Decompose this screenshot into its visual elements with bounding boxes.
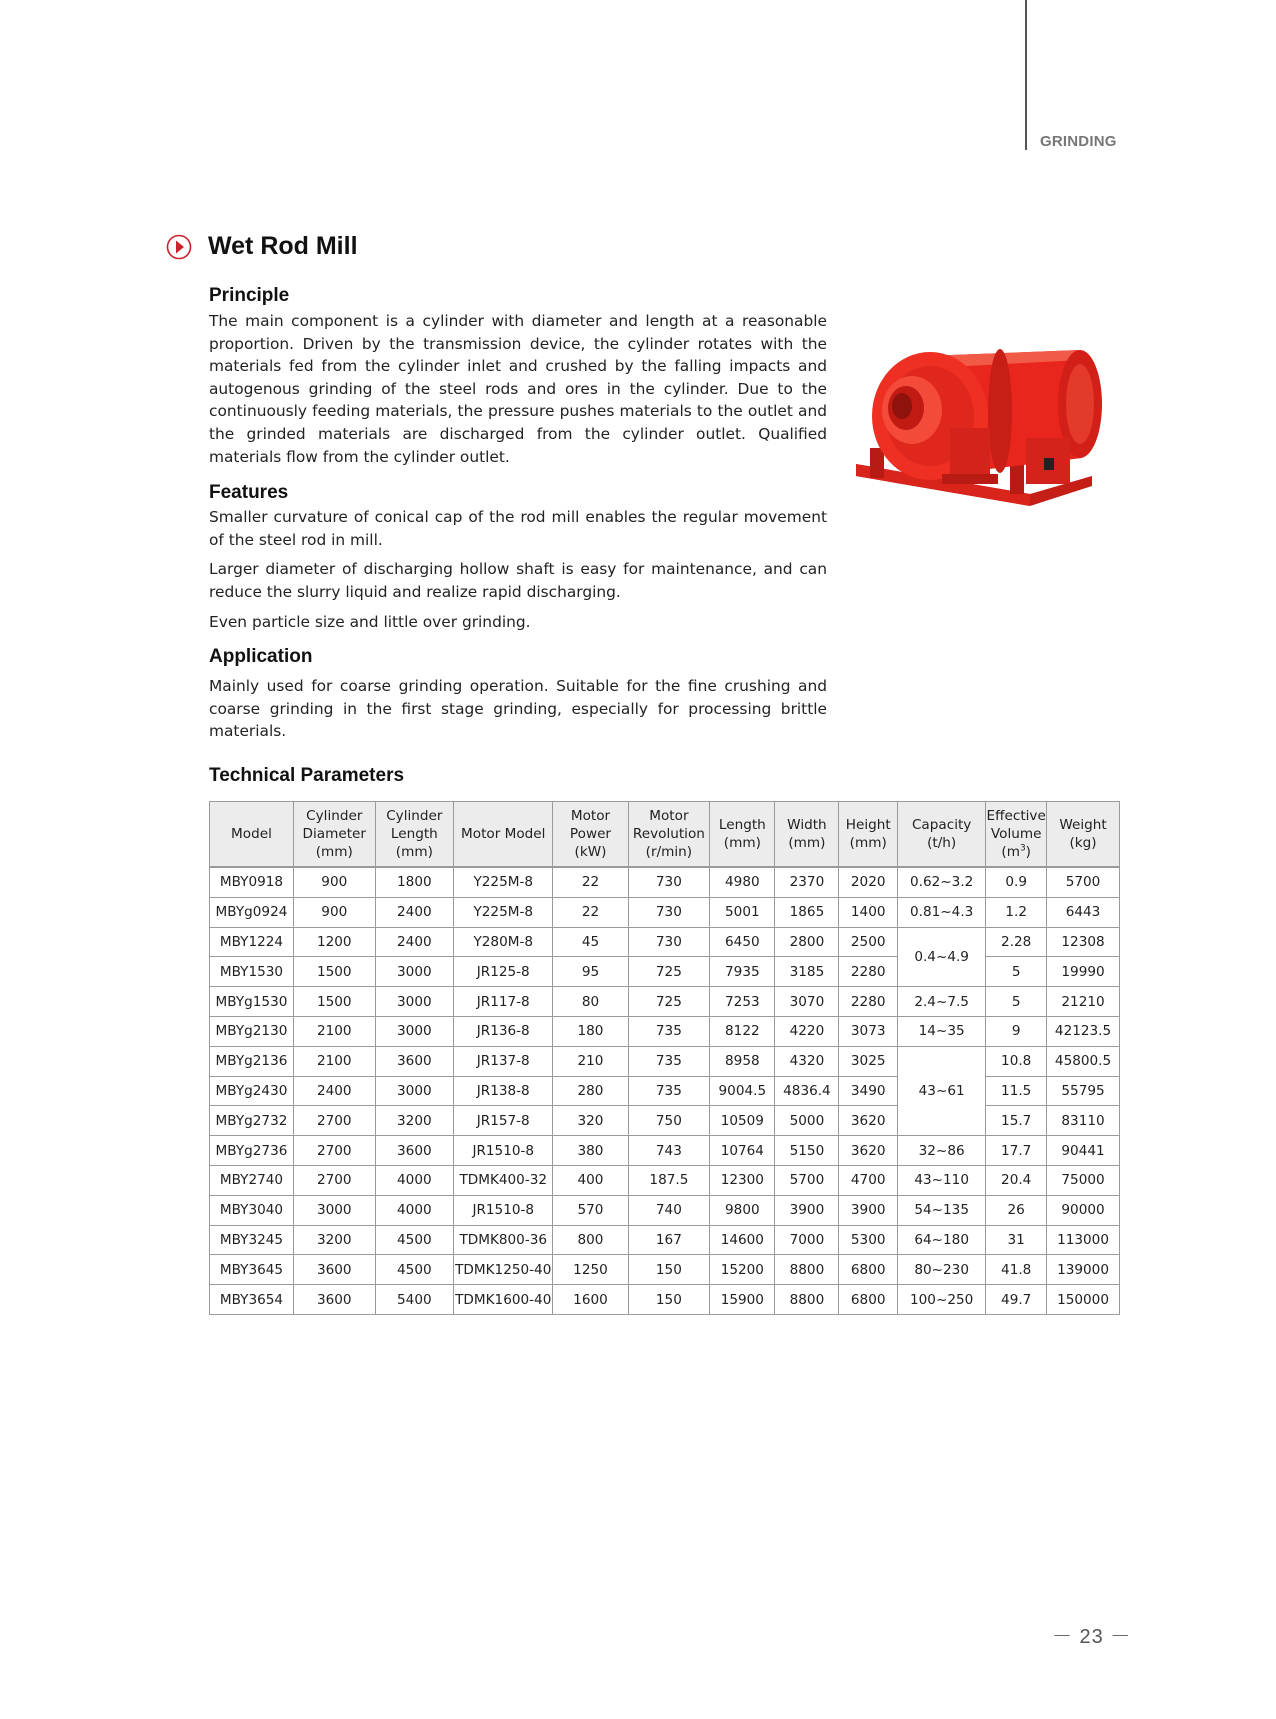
cell-motor-power: 570 (553, 1195, 628, 1225)
cell-motor-power: 180 (553, 1016, 628, 1046)
cell-model: MBY3040 (210, 1195, 294, 1225)
cell-model: MBYg1530 (210, 987, 294, 1017)
cell-motor-revolution: 150 (628, 1255, 710, 1285)
cell-motor-power: 80 (553, 987, 628, 1017)
features-section (209, 480, 827, 633)
cell-height: 3620 (839, 1136, 898, 1166)
cell-width: 5000 (775, 1106, 839, 1136)
cell-effective-volume: 0.9 (986, 867, 1047, 897)
cell-weight: 6443 (1047, 897, 1120, 927)
cell-motor-model: JR1510-8 (454, 1136, 553, 1166)
feature-item: Even particle size and little over grinding. (209, 612, 531, 631)
cell-weight: 90000 (1047, 1195, 1120, 1225)
cell-cylinder-diameter: 900 (293, 867, 375, 897)
cell-length: 9800 (710, 1195, 775, 1225)
cell-motor-revolution: 735 (628, 1016, 710, 1046)
title-row (166, 232, 358, 261)
cell-width: 1865 (775, 897, 839, 927)
cell-weight: 45800.5 (1047, 1046, 1120, 1076)
cell-motor-power: 45 (553, 927, 628, 957)
cell-length: 15200 (710, 1255, 775, 1285)
cell-height: 2280 (839, 987, 898, 1017)
cell-width: 3185 (775, 957, 839, 987)
cell-cylinder-diameter: 3600 (293, 1285, 375, 1315)
cell-motor-model: TDMK1600-40 (454, 1285, 553, 1315)
col-header-motor-model: Motor Model (454, 802, 553, 868)
cell-cylinder-diameter: 3200 (293, 1225, 375, 1255)
feature-item: Smaller curvature of conical cap of the rod mill enables the regular movement of the steel rod in mill. (209, 508, 827, 549)
cell-cylinder-diameter: 3000 (293, 1195, 375, 1225)
cell-cylinder-length: 3000 (375, 1016, 453, 1046)
cell-height: 3900 (839, 1195, 898, 1225)
cell-height: 3490 (839, 1076, 898, 1106)
cell-width: 5700 (775, 1165, 839, 1195)
cell-height: 1400 (839, 897, 898, 927)
page-number: － 23 － (1052, 1626, 1132, 1648)
cell-effective-volume: 9 (986, 1016, 1047, 1046)
cell-length: 10509 (710, 1106, 775, 1136)
cell-capacity: 14~35 (897, 1016, 985, 1046)
cell-height: 5300 (839, 1225, 898, 1255)
cell-effective-volume: 5 (986, 987, 1047, 1017)
cell-effective-volume: 20.4 (986, 1165, 1047, 1195)
cell-cylinder-length: 1800 (375, 867, 453, 897)
description-content (209, 283, 827, 743)
table-body (210, 867, 1120, 1314)
cell-weight: 21210 (1047, 987, 1120, 1017)
cell-cylinder-length: 4500 (375, 1255, 453, 1285)
col-header-width: Width (mm) (775, 802, 839, 868)
table-row (210, 1285, 1120, 1315)
col-header-capacity: Capacity (t/h) (897, 802, 985, 868)
cell-height: 4700 (839, 1165, 898, 1195)
cell-motor-revolution: 167 (628, 1225, 710, 1255)
cell-cylinder-length: 3000 (375, 987, 453, 1017)
cell-motor-model: JR136-8 (454, 1016, 553, 1046)
cell-model: MBYg0924 (210, 897, 294, 927)
principle-text: The main component is a cylinder with diameter and length at a reasonable proportion. Driven by the transmission device, the cylinder rotates with the materials fed from the cylinder inlet and crushed by the falling impacts and autogenous grinding of the steel rods and ores in the cylinder. Due to the continuously feeding materials, the pressure pushes materials to the outlet and the grinded materials are discharged from the cylinder outlet. Qualified materials flow from the cylinder outlet. (209, 312, 827, 466)
cell-cylinder-length: 3000 (375, 957, 453, 987)
cell-length: 6450 (710, 927, 775, 957)
cell-cylinder-diameter: 1200 (293, 927, 375, 957)
cell-height: 2500 (839, 927, 898, 957)
cell-cylinder-length: 3000 (375, 1076, 453, 1106)
cell-motor-model: TDMK400-32 (454, 1165, 553, 1195)
cell-length: 8958 (710, 1046, 775, 1076)
cell-weight: 55795 (1047, 1076, 1120, 1106)
cell-model: MBYg2736 (210, 1136, 294, 1166)
technical-parameters-table (209, 801, 1120, 1315)
cell-width: 2370 (775, 867, 839, 897)
cell-effective-volume: 49.7 (986, 1285, 1047, 1315)
cell-height: 6800 (839, 1255, 898, 1285)
col-header-height: Height (mm) (839, 802, 898, 868)
cell-weight: 150000 (1047, 1285, 1120, 1315)
cell-motor-revolution: 740 (628, 1195, 710, 1225)
cell-weight: 5700 (1047, 867, 1120, 897)
cell-weight: 90441 (1047, 1136, 1120, 1166)
col-header-weight: Weight (kg) (1047, 802, 1120, 868)
cell-effective-volume: 26 (986, 1195, 1047, 1225)
cell-effective-volume: 15.7 (986, 1106, 1047, 1136)
col-header-motor-revolution: Motor Revolution (r/min) (628, 802, 710, 868)
table-row (210, 867, 1120, 897)
cell-capacity: 0.81~4.3 (897, 897, 985, 927)
cell-cylinder-length: 5400 (375, 1285, 453, 1315)
section-tag: GRINDING (1040, 133, 1117, 150)
page-title: Wet Rod Mill (208, 232, 358, 260)
cell-motor-model: Y225M-8 (454, 897, 553, 927)
cell-width: 2800 (775, 927, 839, 957)
features-heading: Features (209, 482, 289, 504)
cell-motor-revolution: 743 (628, 1136, 710, 1166)
cell-motor-revolution: 725 (628, 987, 710, 1017)
cell-height: 3073 (839, 1016, 898, 1046)
principle-section (209, 283, 827, 468)
cell-motor-model: JR157-8 (454, 1106, 553, 1136)
cell-cylinder-length: 3600 (375, 1046, 453, 1076)
cell-motor-revolution: 150 (628, 1285, 710, 1315)
cell-weight: 139000 (1047, 1255, 1120, 1285)
table-row (210, 1136, 1120, 1166)
table-row (210, 1195, 1120, 1225)
cell-motor-revolution: 730 (628, 897, 710, 927)
cell-cylinder-diameter: 1500 (293, 957, 375, 987)
cell-model: MBYg2130 (210, 1016, 294, 1046)
cell-motor-revolution: 725 (628, 957, 710, 987)
technical-parameters-title: Technical Parameters (209, 765, 405, 786)
application-text: Mainly used for coarse grinding operation. Suitable for the fine crushing and coarse grinding in the first stage grinding, especially for processing brittle materials. (209, 677, 827, 741)
cell-model: MBYg2136 (210, 1046, 294, 1076)
cell-motor-power: 320 (553, 1106, 628, 1136)
cell-height: 2020 (839, 867, 898, 897)
cell-height: 2280 (839, 957, 898, 987)
application-heading: Application (209, 646, 313, 668)
cell-cylinder-length: 4000 (375, 1195, 453, 1225)
cell-length: 4980 (710, 867, 775, 897)
cell-cylinder-diameter: 2100 (293, 1046, 375, 1076)
cell-model: MBY1530 (210, 957, 294, 987)
cell-effective-volume: 17.7 (986, 1136, 1047, 1166)
cell-width: 4836.4 (775, 1076, 839, 1106)
col-header-effective-volume: Effective Volume $(m^3)$ (986, 802, 1047, 868)
cell-model: MBY3245 (210, 1225, 294, 1255)
rod-mill-image (830, 298, 1120, 518)
col-header-length: Length (mm) (710, 802, 775, 868)
cell-cylinder-diameter: 3600 (293, 1255, 375, 1285)
cell-length: 12300 (710, 1165, 775, 1195)
cell-model: MBY0918 (210, 867, 294, 897)
cell-weight: 83110 (1047, 1106, 1120, 1136)
cell-capacity: 43~110 (897, 1165, 985, 1195)
cell-width: 3070 (775, 987, 839, 1017)
cell-length: 14600 (710, 1225, 775, 1255)
cell-model: MBY1224 (210, 927, 294, 957)
cell-cylinder-length: 2400 (375, 897, 453, 927)
cell-motor-revolution: 730 (628, 927, 710, 957)
cell-motor-model: JR117-8 (454, 987, 553, 1017)
cell-cylinder-length: 4000 (375, 1165, 453, 1195)
cell-model: MBY3645 (210, 1255, 294, 1285)
cell-height: 3620 (839, 1106, 898, 1136)
cell-model: MBY2740 (210, 1165, 294, 1195)
cell-motor-power: 95 (553, 957, 628, 987)
cell-capacity: 54~135 (897, 1195, 985, 1225)
cell-width: 3900 (775, 1195, 839, 1225)
cell-weight: 75000 (1047, 1165, 1120, 1195)
cell-motor-model: JR1510-8 (454, 1195, 553, 1225)
col-header-motor-power: Motor Power (kW) (553, 802, 628, 868)
feature-item: Larger diameter of discharging hollow shaft is easy for maintenance, and can reduce the slurry liquid and realize rapid discharging. (209, 560, 827, 601)
cell-cylinder-length: 3600 (375, 1136, 453, 1166)
cell-capacity: 43~61 (897, 1046, 985, 1135)
cell-motor-power: 1250 (553, 1255, 628, 1285)
cell-capacity: 2.4~7.5 (897, 987, 985, 1017)
cell-motor-model: JR125-8 (454, 957, 553, 987)
cell-motor-power: 22 (553, 897, 628, 927)
cell-motor-power: 280 (553, 1076, 628, 1106)
col-header-model: Model (210, 802, 294, 868)
cell-weight: 113000 (1047, 1225, 1120, 1255)
cell-effective-volume: 41.8 (986, 1255, 1047, 1285)
table-row (210, 1225, 1120, 1255)
cell-cylinder-length: 4500 (375, 1225, 453, 1255)
cell-width: 4320 (775, 1046, 839, 1076)
cell-cylinder-diameter: 900 (293, 897, 375, 927)
cell-motor-model: TDMK800-36 (454, 1225, 553, 1255)
table-row (210, 1046, 1120, 1076)
cell-effective-volume: 2.28 (986, 927, 1047, 957)
cell-model: MBY3654 (210, 1285, 294, 1315)
cell-width: 4220 (775, 1016, 839, 1046)
principle-heading: Principle (209, 285, 290, 306)
cell-length: 7253 (710, 987, 775, 1017)
cell-capacity: 64~180 (897, 1225, 985, 1255)
cell-motor-power: 1600 (553, 1285, 628, 1315)
cell-height: 3025 (839, 1046, 898, 1076)
cell-model: MBYg2732 (210, 1106, 294, 1136)
cell-capacity: 0.62~3.2 (897, 867, 985, 897)
cell-motor-model: JR138-8 (454, 1076, 553, 1106)
cell-effective-volume: 5 (986, 957, 1047, 987)
cell-cylinder-diameter: 2700 (293, 1106, 375, 1136)
cell-effective-volume: 31 (986, 1225, 1047, 1255)
cell-motor-revolution: 730 (628, 867, 710, 897)
cell-model: MBYg2430 (210, 1076, 294, 1106)
chevron-right-circle-icon (166, 234, 192, 260)
cell-motor-revolution: 735 (628, 1076, 710, 1106)
cell-height: 6800 (839, 1285, 898, 1315)
cell-motor-power: 380 (553, 1136, 628, 1166)
cell-cylinder-diameter: 2400 (293, 1076, 375, 1106)
cell-capacity: 80~230 (897, 1255, 985, 1285)
cell-capacity: 0.4~4.9 (897, 927, 985, 987)
cell-motor-power: 22 (553, 867, 628, 897)
cell-motor-model: Y225M-8 (454, 867, 553, 897)
cell-length: 15900 (710, 1285, 775, 1315)
table-row (210, 1016, 1120, 1046)
cell-motor-power: 400 (553, 1165, 628, 1195)
cell-cylinder-diameter: 2100 (293, 1016, 375, 1046)
cell-motor-model: JR137-8 (454, 1046, 553, 1076)
cell-weight: 19990 (1047, 957, 1120, 987)
cell-width: 8800 (775, 1255, 839, 1285)
header-divider-line (1025, 0, 1027, 150)
cell-length: 10764 (710, 1136, 775, 1166)
table-row (210, 987, 1120, 1017)
cell-motor-power: 800 (553, 1225, 628, 1255)
application-section (209, 644, 827, 743)
table-row (210, 927, 1120, 957)
table-row (210, 1165, 1120, 1195)
cell-motor-revolution: 750 (628, 1106, 710, 1136)
cell-cylinder-diameter: 2700 (293, 1136, 375, 1166)
cell-effective-volume: 11.5 (986, 1076, 1047, 1106)
cell-motor-revolution: 735 (628, 1046, 710, 1076)
cell-weight: 42123.5 (1047, 1016, 1120, 1046)
cell-weight: 12308 (1047, 927, 1120, 957)
cell-effective-volume: 1.2 (986, 897, 1047, 927)
cell-width: 7000 (775, 1225, 839, 1255)
cell-length: 9004.5 (710, 1076, 775, 1106)
cell-motor-power: 210 (553, 1046, 628, 1076)
col-header-cylinder-diameter: Cylinder Diameter (mm) (293, 802, 375, 868)
cell-cylinder-length: 2400 (375, 927, 453, 957)
cell-motor-revolution: 187.5 (628, 1165, 710, 1195)
cell-length: 7935 (710, 957, 775, 987)
cell-motor-model: TDMK1250-40 (454, 1255, 553, 1285)
cell-capacity: 32~86 (897, 1136, 985, 1166)
cell-cylinder-length: 3200 (375, 1106, 453, 1136)
cell-cylinder-diameter: 1500 (293, 987, 375, 1017)
cell-effective-volume: 10.8 (986, 1046, 1047, 1076)
cell-length: 8122 (710, 1016, 775, 1046)
table-row (210, 1255, 1120, 1285)
cell-width: 5150 (775, 1136, 839, 1166)
cell-capacity: 100~250 (897, 1285, 985, 1315)
table-row (210, 897, 1120, 927)
col-header-cylinder-length: Cylinder Length (mm) (375, 802, 453, 868)
cell-cylinder-diameter: 2700 (293, 1165, 375, 1195)
cell-width: 8800 (775, 1285, 839, 1315)
table-header-row (210, 802, 1120, 868)
cell-motor-model: Y280M-8 (454, 927, 553, 957)
cell-length: 5001 (710, 897, 775, 927)
